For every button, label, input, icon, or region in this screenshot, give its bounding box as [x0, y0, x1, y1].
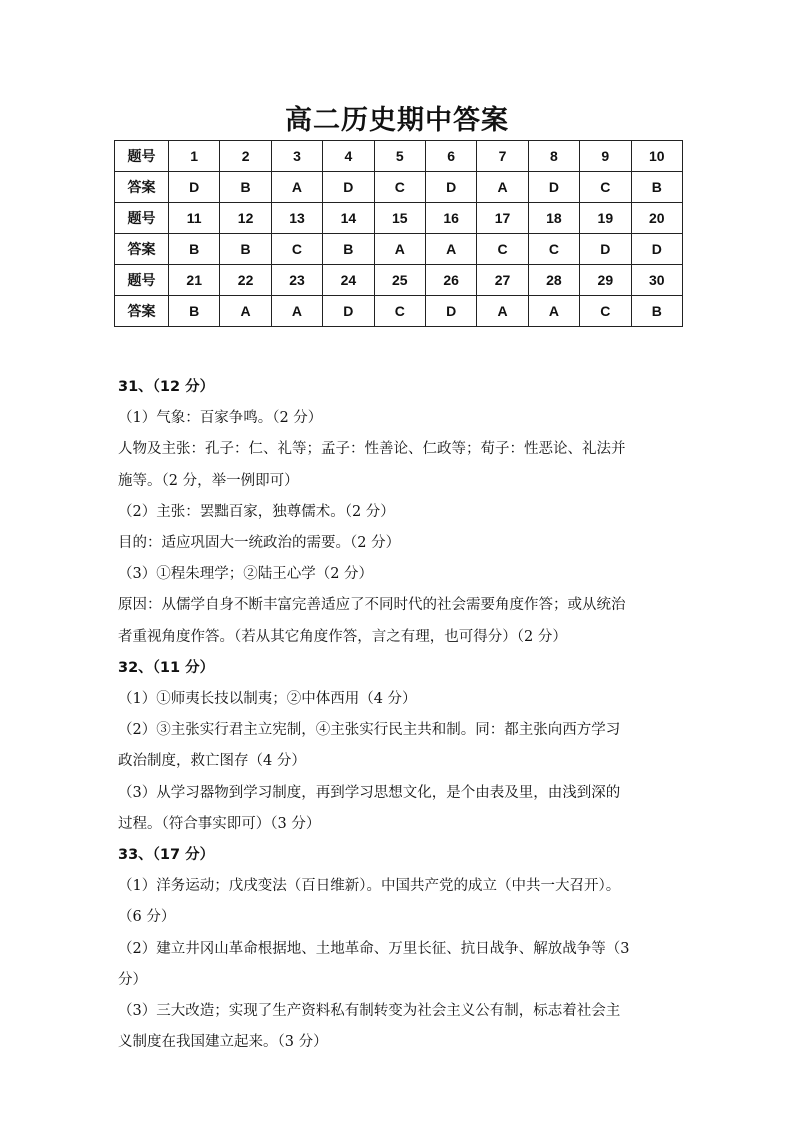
page-title: 高二历史期中答案 [285, 105, 509, 136]
answer-line: （1）气象：百家争鸣。（2 分） [118, 410, 323, 427]
row-label: 答案 [115, 172, 169, 203]
table-cell: 16 [425, 203, 476, 234]
table-cell: B [220, 234, 271, 265]
table-cell: D [528, 172, 579, 203]
table-cell: C [271, 234, 322, 265]
table-row [115, 172, 683, 203]
answer-line: 施等。（2 分，举一例即可） [118, 472, 299, 489]
table-cell: 25 [374, 265, 425, 296]
answer-line: 义制度在我国建立起来。（3 分） [118, 1034, 328, 1051]
table-cell: B [169, 234, 220, 265]
table-cell: 22 [220, 265, 271, 296]
row-label: 答案 [115, 296, 169, 327]
answer-line: （3）从学习器物到学习制度，再到学习思想文化，是个由表及里，由浅到深的 [118, 784, 621, 801]
table-cell: 9 [580, 141, 631, 172]
answer-line: 政治制度，救亡图存（4 分） [118, 753, 306, 770]
table-cell: C [580, 172, 631, 203]
table-cell: A [528, 296, 579, 327]
table-cell: B [220, 172, 271, 203]
table-cell: 15 [374, 203, 425, 234]
table-cell: 20 [631, 203, 682, 234]
table-cell: 27 [477, 265, 528, 296]
answer-line: （6 分） [118, 909, 176, 926]
table-cell: 13 [271, 203, 322, 234]
table-cell: 4 [323, 141, 374, 172]
table-cell: A [374, 234, 425, 265]
table-cell: 6 [425, 141, 476, 172]
table-cell: 14 [323, 203, 374, 234]
table-cell: D [631, 234, 682, 265]
table-cell: A [425, 234, 476, 265]
table-cell: A [271, 172, 322, 203]
answer-line: 目的：适应巩固大一统政治的需要。（2 分） [118, 535, 401, 552]
table-row [115, 296, 683, 327]
table-cell: B [631, 296, 682, 327]
table-cell: B [631, 172, 682, 203]
table-cell: 7 [477, 141, 528, 172]
table-cell: 29 [580, 265, 631, 296]
table-cell: D [425, 296, 476, 327]
answer-line: 人物及主张：孔子：仁、礼等；孟子：性善论、仁政等；荀子：性恶论、礼法并 [118, 441, 626, 458]
table-cell: 12 [220, 203, 271, 234]
table-cell: A [220, 296, 271, 327]
table-cell: 24 [323, 265, 374, 296]
row-label: 题号 [115, 265, 169, 296]
table-cell: D [323, 296, 374, 327]
row-label: 题号 [115, 203, 169, 234]
answer-line: （2）主张：罢黜百家，独尊儒术。（2 分） [118, 503, 395, 520]
row-label: 答案 [115, 234, 169, 265]
answer-line: （2）③主张实行君主立宪制，④主张实行民主共和制。同：都主张向西方学习 [118, 722, 621, 739]
table-cell: 1 [169, 141, 220, 172]
answer-line: 分） [118, 971, 147, 988]
answer-line: （3）①程朱理学；②陆王心学（2 分） [118, 566, 374, 583]
table-cell: C [580, 296, 631, 327]
table-cell: D [169, 172, 220, 203]
table-cell: 2 [220, 141, 271, 172]
table-cell: C [374, 172, 425, 203]
table-cell: D [580, 234, 631, 265]
table-cell: 28 [528, 265, 579, 296]
answer-line: （2）建立井冈山革命根据地、土地革命、万里长征、抗日战争、解放战争等（3 [118, 940, 630, 957]
question-heading: 32、（11 分） [118, 659, 215, 676]
question-heading: 33、（17 分） [118, 847, 215, 864]
answer-line: （1）洋务运动；戊戌变法（百日维新）。中国共产党的成立（中共一大召开）。 [118, 878, 621, 895]
table-cell: 8 [528, 141, 579, 172]
table-cell: 26 [425, 265, 476, 296]
answer-line: （1）①师夷长技以制夷；②中体西用（4 分） [118, 691, 417, 708]
answer-line: 原因：从儒学自身不断丰富完善适应了不同时代的社会需要角度作答；或从统治 [118, 597, 626, 614]
answer-line: 者重视角度作答。（若从其它角度作答，言之有理，也可得分）（2 分） [118, 628, 567, 645]
answer-table [114, 140, 683, 327]
table-cell: A [477, 296, 528, 327]
answer-explanations [118, 372, 684, 1058]
table-cell: 17 [477, 203, 528, 234]
table-cell: 21 [169, 265, 220, 296]
table-cell: 5 [374, 141, 425, 172]
table-row [115, 234, 683, 265]
table-cell: A [271, 296, 322, 327]
table-cell: 30 [631, 265, 682, 296]
table-cell: C [528, 234, 579, 265]
table-cell: D [425, 172, 476, 203]
table-cell: C [374, 296, 425, 327]
table-cell: 18 [528, 203, 579, 234]
row-label: 题号 [115, 141, 169, 172]
question-heading: 31、（12 分） [118, 379, 215, 395]
table-cell: B [169, 296, 220, 327]
table-cell: C [477, 234, 528, 265]
table-cell: 23 [271, 265, 322, 296]
answer-line: （3）三大改造；实现了生产资料私有制转变为社会主义公有制，标志着社会主 [118, 1003, 621, 1020]
table-row [115, 203, 683, 234]
table-cell: 19 [580, 203, 631, 234]
table-cell: B [323, 234, 374, 265]
answer-line: 过程。（符合事实即可）（3 分） [118, 815, 321, 832]
table-cell: D [323, 172, 374, 203]
table-cell: 11 [169, 203, 220, 234]
table-row [115, 141, 683, 172]
table-cell: A [477, 172, 528, 203]
table-cell: 10 [631, 141, 682, 172]
table-cell: 3 [271, 141, 322, 172]
table-row [115, 265, 683, 296]
